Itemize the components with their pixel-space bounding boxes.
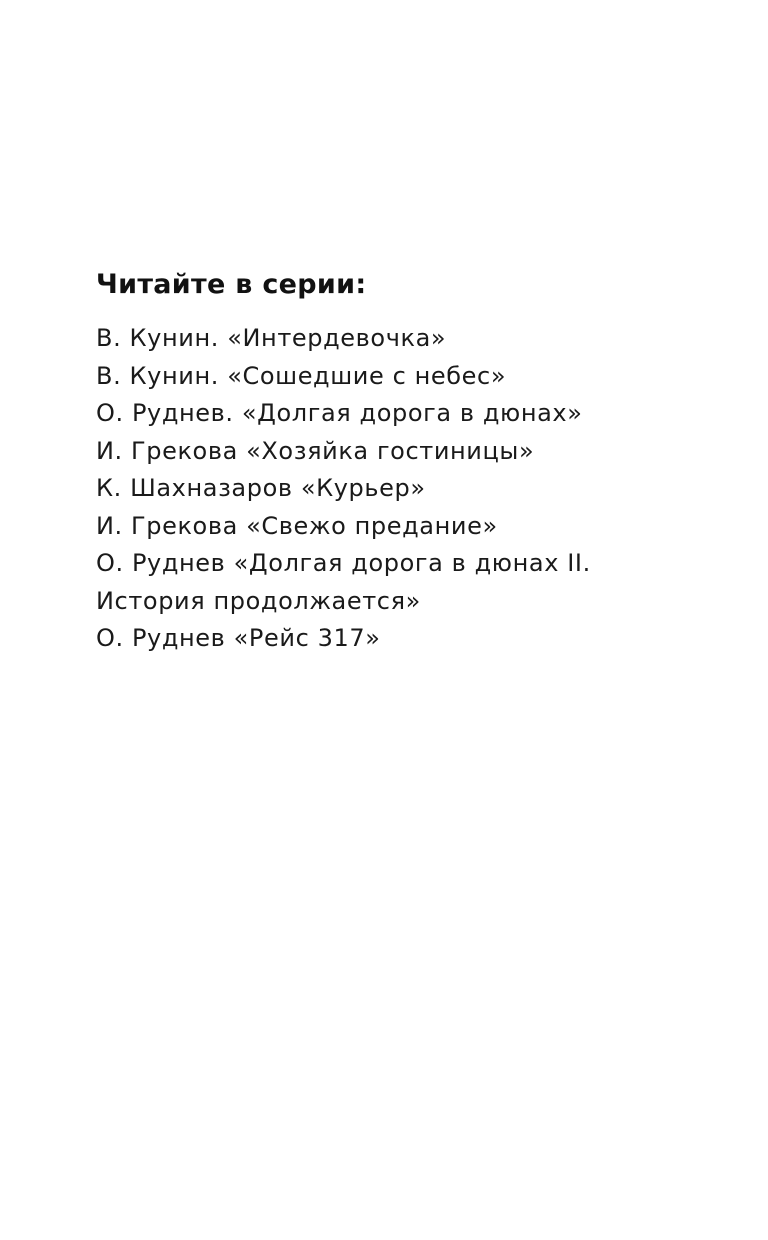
series-item: И. Грекова «Хозяйка гостиницы»	[96, 436, 535, 465]
series-item: К. Шахназаров «Курьер»	[96, 474, 426, 502]
series-item: И. Грекова «Свежо предание»	[96, 511, 498, 540]
series-item: В. Кунин. «Интердевочка»	[96, 324, 447, 352]
series-list	[96, 320, 716, 658]
series-item: О. Руднев «Рейс 317»	[96, 624, 381, 652]
series-item: В. Кунин. «Сошедшие с небес»	[96, 361, 507, 390]
series-item-continuation: История продолжается»	[96, 586, 421, 615]
series-list-section	[96, 266, 716, 658]
series-heading: Читайте в серии:	[96, 269, 367, 300]
series-item: О. Руднев «Долгая дорога в дюнах II.	[96, 549, 591, 577]
series-item: О. Руднев. «Долгая дорога в дюнах»	[96, 399, 583, 427]
